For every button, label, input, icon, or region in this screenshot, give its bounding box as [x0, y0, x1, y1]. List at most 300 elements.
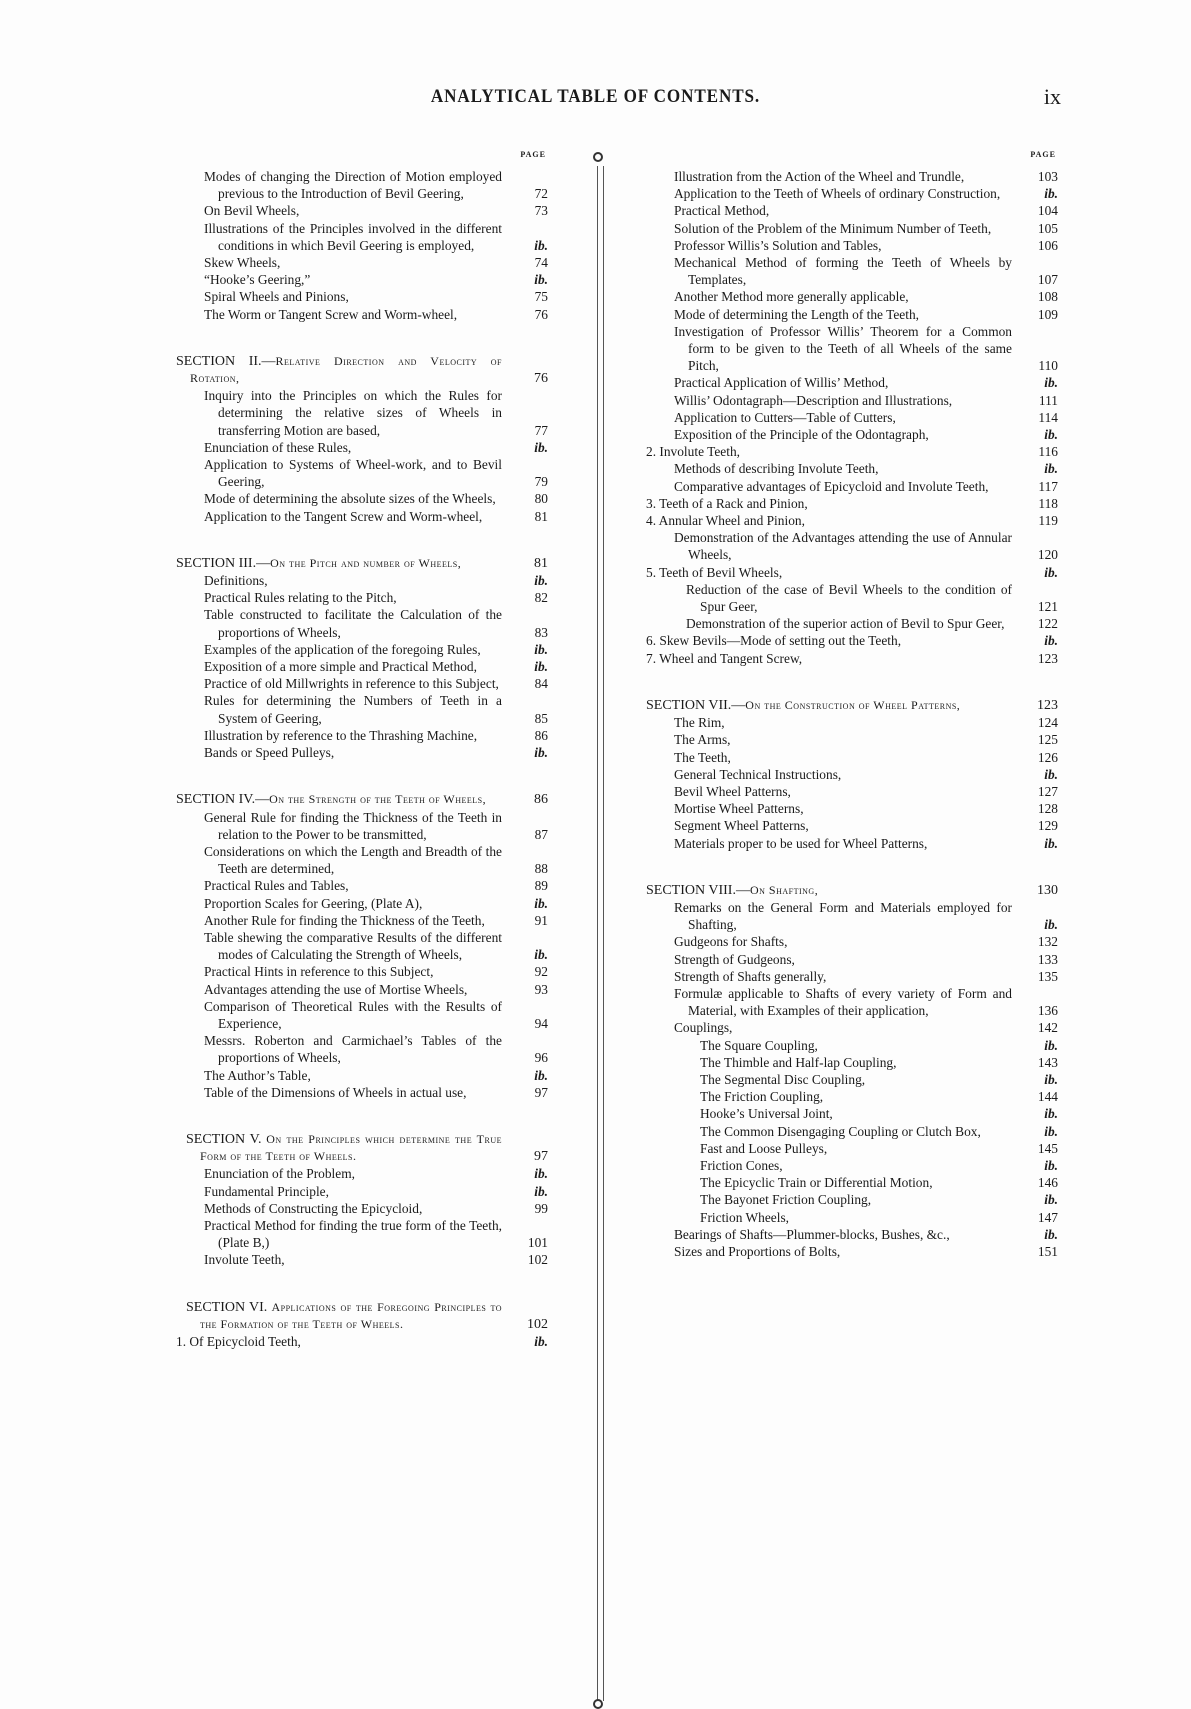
- toc-entry: [674, 800, 1058, 817]
- toc-entry-text: Application to Cutters—Table of Cutters,: [674, 409, 896, 425]
- section-number: SECTION V.: [186, 1131, 267, 1147]
- toc-page-ref: 111: [1038, 392, 1058, 408]
- toc-page-ref: 117: [1038, 478, 1058, 494]
- toc-entry: [674, 749, 1058, 766]
- toc-page-ref: 109: [1037, 306, 1058, 322]
- toc-entry: [204, 439, 548, 456]
- toc-entry-text: 4. Annular Wheel and Pinion,: [646, 513, 805, 529]
- toc-entry: [204, 606, 548, 640]
- toc-entry-text: Table constructed to facilitate the Calculation of the proportions of Wheels,: [204, 607, 502, 640]
- section-title: On the Principles which determine the True Form of the Teeth of Wheels.: [200, 1131, 502, 1164]
- toc-entry: [674, 460, 1058, 477]
- toc-page-ref: 124: [1037, 715, 1058, 731]
- toc-entry-text: Materials proper to be used for Wheel Patterns,: [674, 835, 928, 851]
- toc-page-ref: 142: [1037, 1020, 1058, 1036]
- toc-page-ref: 75: [534, 289, 548, 305]
- left-column: [176, 150, 548, 1350]
- toc-entry-text: Investigation of Professor Willis’ Theorem for a Common form to be given to the Teeth of all Wheels of the same Pitch,: [674, 323, 1012, 374]
- toc-entry-text: Considerations on which the Length and Breadth of the Teeth are determined,: [204, 843, 502, 877]
- toc-entry-text: Hooke’s Universal Joint,: [700, 1106, 833, 1122]
- toc-entry: [674, 185, 1058, 202]
- toc-page-ref: 88: [534, 861, 548, 877]
- toc-entry: [204, 963, 548, 980]
- toc-entry-text: The Square Coupling,: [700, 1037, 818, 1053]
- toc-entry: [204, 692, 548, 726]
- toc-entry: [204, 658, 548, 675]
- toc-entry-text: Strength of Shafts generally,: [674, 968, 827, 984]
- toc-entry: [700, 1191, 1058, 1208]
- toc-entry: [674, 374, 1058, 391]
- toc-entry-text: The Arms,: [674, 732, 731, 748]
- toc-page-ref: 121: [1037, 599, 1058, 615]
- toc-entry: [204, 843, 548, 877]
- toc-entry-text: Fast and Loose Pulleys,: [700, 1140, 828, 1156]
- toc-entry-text: Professor Willis’s Solution and Tables,: [674, 237, 882, 253]
- toc-page-ref: 107: [1037, 272, 1058, 288]
- toc-page-ref: 86: [534, 792, 548, 808]
- toc-entry: [204, 981, 548, 998]
- toc-entry-text: The Rim,: [674, 715, 725, 731]
- toc-entry: [674, 288, 1058, 305]
- toc-page-ref: 101: [527, 1235, 548, 1251]
- toc-page-ref: 146: [1037, 1175, 1058, 1191]
- section-heading: [646, 697, 1058, 714]
- toc-entry: [646, 443, 1058, 460]
- toc-entry: [204, 220, 548, 254]
- toc-entry-text: 2. Involute Teeth,: [646, 444, 741, 460]
- toc-page-ref: 122: [1037, 616, 1058, 632]
- toc-entry-text: Application to the Tangent Screw and Worm-wheel,: [204, 508, 483, 524]
- toc-entry: [204, 490, 548, 507]
- toc-entry-text: Illustration by reference to the Thrashing Machine,: [204, 727, 478, 743]
- section-number: SECTION VIII.—: [646, 882, 750, 898]
- toc-page-ref: 84: [534, 676, 548, 692]
- toc-entry-text: Friction Cones,: [700, 1157, 783, 1173]
- toc-entry-text: Formulæ applicable to Shafts of every variety of Form and Material, with Examples of their application,: [674, 985, 1012, 1019]
- toc-page-ref: ib.: [1044, 766, 1058, 782]
- toc-entry-text: Practical Method,: [674, 203, 770, 219]
- toc-entry: [674, 392, 1058, 409]
- toc-entry: [204, 912, 548, 929]
- toc-entry: [700, 1054, 1058, 1071]
- toc-page-ref: 104: [1037, 203, 1058, 219]
- toc-entry-text: Gudgeons for Shafts,: [674, 934, 788, 950]
- toc-entry-text: 7. Wheel and Tangent Screw,: [646, 650, 803, 666]
- toc-entry: [204, 1217, 548, 1251]
- toc-entry-text: Enunciation of the Problem,: [204, 1166, 355, 1182]
- toc-entry-text: The Bayonet Friction Coupling,: [700, 1192, 872, 1208]
- toc-page-ref: 102: [527, 1316, 548, 1332]
- toc-entry-text: The Thimble and Half-lap Coupling,: [700, 1054, 897, 1070]
- toc-page-ref: 97: [534, 1149, 548, 1165]
- toc-entry: [204, 271, 548, 288]
- toc-entry: [204, 727, 548, 744]
- toc-entry: [674, 237, 1058, 254]
- toc-page-ref: ib.: [534, 573, 548, 589]
- toc-entry: [674, 731, 1058, 748]
- toc-entry: [686, 615, 1058, 632]
- page-column-label: PAGE: [1030, 150, 1056, 159]
- toc-page-ref: ib.: [534, 439, 548, 455]
- toc-page-ref: 128: [1037, 801, 1058, 817]
- toc-page-ref: 89: [534, 878, 548, 894]
- toc-page-ref: 105: [1037, 220, 1058, 236]
- toc-page-ref: 118: [1038, 495, 1058, 511]
- toc-entry: [204, 1183, 548, 1200]
- toc-entry: [700, 1140, 1058, 1157]
- toc-entry-text: The Teeth,: [674, 749, 731, 765]
- toc-page-ref: ib.: [1044, 427, 1058, 443]
- toc-page-ref: 93: [534, 981, 548, 997]
- section-heading: [186, 1131, 548, 1165]
- toc-page-ref: ib.: [534, 895, 548, 911]
- toc-entry-text: Demonstration of the superior action of Bevil to Spur Geer,: [686, 616, 1005, 632]
- toc-entry-text: Exposition of the Principle of the Odontagraph,: [674, 427, 929, 443]
- toc-entry-text: The Friction Coupling,: [700, 1089, 824, 1105]
- toc-entry: [674, 899, 1058, 933]
- toc-entry-text: Demonstration of the Advantages attending the use of Annular Wheels,: [674, 530, 1012, 563]
- divider-ornament-top: [593, 152, 603, 162]
- toc-entry-text: Another Method more generally applicable,: [674, 289, 909, 305]
- toc-entry-text: Mechanical Method of forming the Teeth of Wheels by Templates,: [674, 255, 1012, 288]
- toc-entry: [204, 929, 548, 963]
- toc-entry: [204, 589, 548, 606]
- toc-entry-text: Strength of Gudgeons,: [674, 951, 795, 967]
- toc-entry: [176, 1333, 548, 1350]
- toc-entry: [646, 564, 1058, 581]
- toc-entry: [686, 581, 1058, 615]
- toc-page-ref: ib.: [1044, 186, 1058, 202]
- toc-page-ref: 94: [534, 1015, 548, 1031]
- toc-entry: [674, 835, 1058, 852]
- toc-entry-text: Exposition of a more simple and Practical Method,: [204, 659, 477, 675]
- toc-entry-text: 6. Skew Bevils—Mode of setting out the Teeth,: [646, 633, 902, 649]
- toc-entry: [700, 1105, 1058, 1122]
- toc-entry-text: Involute Teeth,: [204, 1252, 285, 1268]
- toc-page-ref: 86: [534, 727, 548, 743]
- toc-entry-text: Table shewing the comparative Results of the different modes of Calculating the Strength of Wheels,: [204, 929, 502, 963]
- toc-entry-text: Bevil Wheel Patterns,: [674, 783, 791, 799]
- toc-page-ref: 119: [1038, 513, 1058, 529]
- toc-page-ref: 97: [534, 1084, 548, 1100]
- toc-entry-text: Practical Rules and Tables,: [204, 878, 349, 894]
- toc-entry: [674, 409, 1058, 426]
- toc-entry-text: Enunciation of these Rules,: [204, 439, 352, 455]
- toc-page-ref: 80: [534, 491, 548, 507]
- toc-entry: [204, 202, 548, 219]
- section-heading: [176, 791, 548, 808]
- toc-page-ref: 108: [1037, 289, 1058, 305]
- toc-entry-text: Practical Hints in reference to this Subject,: [204, 964, 434, 980]
- toc-entry: [204, 168, 548, 202]
- toc-entry: [204, 1067, 548, 1084]
- toc-entry-text: Illustration from the Action of the Wheel and Trundle,: [674, 169, 965, 184]
- toc-entry: [674, 220, 1058, 237]
- toc-entry: [700, 1088, 1058, 1105]
- toc-entry: [674, 968, 1058, 985]
- toc-page-ref: ib.: [534, 947, 548, 963]
- toc-page-ref: 76: [534, 371, 548, 387]
- toc-page-ref: ib.: [1044, 917, 1058, 933]
- toc-entry: [674, 306, 1058, 323]
- toc-entry: [674, 766, 1058, 783]
- toc-entry-text: Rules for determining the Numbers of Teeth in a System of Geering,: [204, 693, 502, 726]
- toc-page-ref: 79: [534, 474, 548, 490]
- toc-page-ref: ib.: [1044, 1192, 1058, 1208]
- toc-entry: [204, 675, 548, 692]
- toc-page-ref: 143: [1037, 1054, 1058, 1070]
- toc-page-ref: ib.: [1044, 564, 1058, 580]
- toc-entry: [646, 512, 1058, 529]
- toc-page-ref: ib.: [534, 1333, 548, 1349]
- toc-page-ref: 147: [1037, 1209, 1058, 1225]
- toc-entry: [674, 426, 1058, 443]
- toc-entry: [700, 1037, 1058, 1054]
- toc-entry-text: Solution of the Problem of the Minimum Number of Teeth,: [674, 220, 992, 236]
- toc-page-ref: 92: [534, 964, 548, 980]
- toc-page-ref: 77: [534, 422, 548, 438]
- toc-entry-text: Practical Method for finding the true form of the Teeth, (Plate B,): [204, 1217, 502, 1251]
- toc-entry-text: The Worm or Tangent Screw and Worm-wheel,: [204, 306, 458, 322]
- toc-entry-text: Fundamental Principle,: [204, 1183, 329, 1199]
- page-number: ix: [1043, 84, 1061, 109]
- toc-entry-text: Practical Rules relating to the Pitch,: [204, 590, 397, 606]
- right-column: [646, 150, 1058, 1260]
- toc-page-ref: ib.: [1044, 1106, 1058, 1122]
- toc-entry-text: Modes of changing the Direction of Motion employed previous to the Introduction of Bevil Geering,: [204, 169, 502, 202]
- toc-entry-text: Mode of determining the Length of the Teeth,: [674, 306, 919, 322]
- toc-page-ref: ib.: [534, 237, 548, 253]
- toc-entry: [674, 933, 1058, 950]
- toc-page-ref: ib.: [534, 1183, 548, 1199]
- toc-entry-text: 3. Teeth of a Rack and Pinion,: [646, 495, 808, 511]
- toc-page-ref: 102: [527, 1252, 548, 1268]
- section-title: Applications of the Foregoing Principles to the Formation of the Teeth of Wheels.: [200, 1299, 502, 1331]
- toc-entry: [204, 744, 548, 761]
- toc-page-ref: 73: [534, 203, 548, 219]
- toc-entry-text: Mortise Wheel Patterns,: [674, 801, 804, 817]
- section-title: On the Pitch and number of Wheels,: [270, 555, 462, 570]
- toc-page-ref: 136: [1037, 1003, 1058, 1019]
- toc-page-ref: ib.: [1044, 461, 1058, 477]
- toc-entry: [204, 877, 548, 894]
- toc-entry-text: Methods of describing Involute Teeth,: [674, 461, 879, 477]
- toc-entry: [674, 168, 1058, 185]
- toc-entry-text: Comparative advantages of Epicycloid and Involute Teeth,: [674, 478, 989, 494]
- toc-entry: [674, 985, 1058, 1019]
- toc-entry-text: Comparison of Theoretical Rules with the Results of Experience,: [204, 998, 502, 1031]
- toc-entry-text: Methods of Constructing the Epicycloid,: [204, 1200, 423, 1216]
- toc-page-ref: ib.: [1044, 375, 1058, 391]
- toc-entry: [204, 306, 548, 323]
- section-title: Relative Direction and Velocity of Rotation,: [190, 353, 502, 386]
- toc-entry-text: Examples of the application of the foregoing Rules,: [204, 641, 481, 657]
- toc-page-ref: 81: [534, 508, 548, 524]
- toc-page-ref: 126: [1037, 749, 1058, 765]
- section-title: On the Construction of Wheel Patterns,: [745, 697, 961, 712]
- toc-entry-text: Willis’ Odontagraph—Description and Illustrations,: [674, 392, 953, 408]
- toc-entry: [204, 1200, 548, 1217]
- toc-entry-text: Practice of old Millwrights in reference to this Subject,: [204, 676, 499, 692]
- toc-entry-text: Friction Wheels,: [700, 1209, 790, 1225]
- toc-entry: [204, 1251, 548, 1268]
- toc-page-ref: 144: [1037, 1089, 1058, 1105]
- toc-entry-text: Reduction of the case of Bevil Wheels to the condition of Spur Geer,: [686, 581, 1012, 615]
- toc-entry: [674, 202, 1058, 219]
- toc-entry: [674, 1019, 1058, 1036]
- toc-entry: [204, 288, 548, 305]
- toc-page-ref: 125: [1037, 732, 1058, 748]
- toc-page-ref: ib.: [534, 641, 548, 657]
- toc-entry-text: General Technical Instructions,: [674, 766, 842, 782]
- toc-page-ref: ib.: [1044, 835, 1058, 851]
- divider-ornament-bottom: [593, 1699, 603, 1709]
- toc-entry-text: Segment Wheel Patterns,: [674, 818, 809, 834]
- toc-entry-text: The Epicyclic Train or Differential Motion,: [700, 1175, 933, 1191]
- toc-page-ref: 135: [1037, 968, 1058, 984]
- toc-entry-text: Application to the Teeth of Wheels of ordinary Construction,: [674, 186, 1001, 202]
- toc-entry: [674, 714, 1058, 731]
- toc-entry-text: The Author’s Table,: [204, 1067, 311, 1083]
- toc-entry: [700, 1123, 1058, 1140]
- toc-page-ref: 110: [1038, 358, 1058, 374]
- toc-page-ref: 72: [534, 186, 548, 202]
- toc-page-ref: 123: [1037, 697, 1058, 713]
- toc-page-ref: 81: [534, 555, 548, 571]
- toc-page-ref: 133: [1037, 951, 1058, 967]
- toc-entry: [204, 809, 548, 843]
- toc-entry: [700, 1157, 1058, 1174]
- toc-entry: [674, 817, 1058, 834]
- column-divider: [597, 166, 604, 1701]
- toc-page-ref: 132: [1037, 934, 1058, 950]
- toc-entry: [204, 456, 548, 490]
- toc-page-ref: 74: [534, 255, 548, 271]
- toc-entry: [674, 323, 1058, 375]
- section-number: SECTION VI.: [186, 1299, 272, 1315]
- toc-entry-text: Inquiry into the Principles on which the Rules for determining the relative sizes of Wheels in transferring Motion are based,: [204, 388, 502, 438]
- toc-page-ref: 99: [534, 1200, 548, 1216]
- right-toc-list: [646, 168, 1058, 1260]
- toc-entry-text: Spiral Wheels and Pinions,: [204, 289, 349, 305]
- toc-entry-text: Illustrations of the Principles involved in the different conditions in which Bevil Geering is employed,: [204, 220, 502, 253]
- toc-page-ref: ib.: [1044, 1226, 1058, 1242]
- toc-page-ref: ib.: [534, 745, 548, 761]
- toc-entry: [204, 998, 548, 1032]
- toc-entry-text: Table of the Dimensions of Wheels in actual use,: [204, 1084, 467, 1100]
- section-heading: [176, 353, 548, 387]
- page-column-label: PAGE: [520, 150, 546, 159]
- toc-entry-text: Proportion Scales for Geering, (Plate A),: [204, 895, 423, 911]
- section-number: SECTION III.—: [176, 555, 271, 571]
- toc-entry: [674, 1243, 1058, 1260]
- toc-entry-text: Sizes and Proportions of Bolts,: [674, 1243, 841, 1259]
- toc-entry: [674, 1226, 1058, 1243]
- section-number: SECTION VII.—: [646, 697, 746, 713]
- toc-entry: [204, 895, 548, 912]
- toc-entry-text: On Bevil Wheels,: [204, 203, 300, 219]
- toc-page-ref: ib.: [534, 272, 548, 288]
- toc-page-ref: 106: [1037, 237, 1058, 253]
- toc-entry-text: The Common Disengaging Coupling or Clutch Box,: [700, 1123, 981, 1139]
- toc-entry-text: Mode of determining the absolute sizes of the Wheels,: [204, 491, 496, 507]
- toc-page-ref: 114: [1038, 409, 1058, 425]
- toc-page-ref: ib.: [534, 1166, 548, 1182]
- toc-entry: [204, 1165, 548, 1182]
- toc-page-ref: 83: [534, 624, 548, 640]
- toc-entry: [646, 632, 1058, 649]
- toc-entry: [674, 254, 1058, 288]
- toc-entry-text: Messrs. Roberton and Carmichael’s Tables of the proportions of Wheels,: [204, 1033, 502, 1066]
- toc-page-ref: 76: [534, 306, 548, 322]
- toc-entry: [646, 650, 1058, 667]
- page-title: ANALYTICAL TABLE OF CONTENTS.: [430, 86, 761, 107]
- left-toc-list: [176, 168, 548, 1350]
- toc-page-ref: 103: [1037, 169, 1058, 184]
- toc-page-ref: 151: [1037, 1243, 1058, 1259]
- toc-entry: [646, 495, 1058, 512]
- page-header: [0, 86, 1191, 116]
- toc-entry-text: Application to Systems of Wheel-work, and to Bevil Geering,: [204, 457, 502, 490]
- toc-entry-text: “Hooke’s Geering,”: [204, 272, 311, 288]
- toc-page-ref: ib.: [534, 659, 548, 675]
- toc-page-ref: 130: [1037, 882, 1058, 898]
- toc-page-ref: ib.: [1044, 1071, 1058, 1087]
- toc-page-ref: ib.: [1044, 1037, 1058, 1053]
- toc-entry-text: 1. Of Epicycloid Teeth,: [176, 1333, 301, 1349]
- section-title: On Shafting,: [749, 882, 819, 897]
- toc-page-ref: 145: [1037, 1140, 1058, 1156]
- toc-entry: [674, 951, 1058, 968]
- toc-entry: [204, 641, 548, 658]
- toc-entry: [700, 1174, 1058, 1191]
- toc-entry: [674, 478, 1058, 495]
- section-heading: [186, 1299, 548, 1333]
- toc-entry-text: 5. Teeth of Bevil Wheels,: [646, 564, 783, 580]
- toc-entry-text: Bearings of Shafts—Plummer-blocks, Bushes, &c.,: [674, 1226, 950, 1242]
- toc-entry-text: Definitions,: [204, 573, 268, 589]
- toc-page-ref: 120: [1037, 547, 1058, 563]
- toc-entry-text: General Rule for finding the Thickness of the Teeth in relation to the Power to be transmitted,: [204, 809, 502, 842]
- toc-entry: [674, 783, 1058, 800]
- toc-entry: [204, 508, 548, 525]
- toc-entry-text: Bands or Speed Pulleys,: [204, 745, 335, 761]
- toc-page-ref: 123: [1037, 650, 1058, 666]
- toc-entry-text: Remarks on the General Form and Materials employed for Shafting,: [674, 899, 1012, 933]
- toc-entry: [204, 1084, 548, 1101]
- section-heading: [646, 882, 1058, 899]
- toc-page-ref: 127: [1037, 783, 1058, 799]
- toc-page-ref: 116: [1038, 444, 1058, 460]
- toc-page-ref: 87: [534, 826, 548, 842]
- section-number: SECTION IV.—: [176, 792, 270, 808]
- toc-page-ref: ib.: [1044, 1123, 1058, 1139]
- toc-entry: [700, 1071, 1058, 1088]
- toc-entry-text: Another Rule for finding the Thickness of the Teeth,: [204, 912, 485, 928]
- section-number: SECTION II.—: [176, 353, 276, 369]
- toc-page-ref: ib.: [534, 1067, 548, 1083]
- toc-entry: [204, 254, 548, 271]
- toc-entry: [204, 387, 548, 439]
- toc-entry-text: Couplings,: [674, 1020, 733, 1036]
- toc-entry-text: Advantages attending the use of Mortise Wheels,: [204, 981, 468, 997]
- toc-page-ref: ib.: [1044, 1157, 1058, 1173]
- toc-entry: [204, 572, 548, 589]
- section-heading: [176, 555, 548, 572]
- toc-entry: [700, 1209, 1058, 1226]
- toc-entry: [674, 529, 1058, 563]
- toc-page-ref: ib.: [1044, 633, 1058, 649]
